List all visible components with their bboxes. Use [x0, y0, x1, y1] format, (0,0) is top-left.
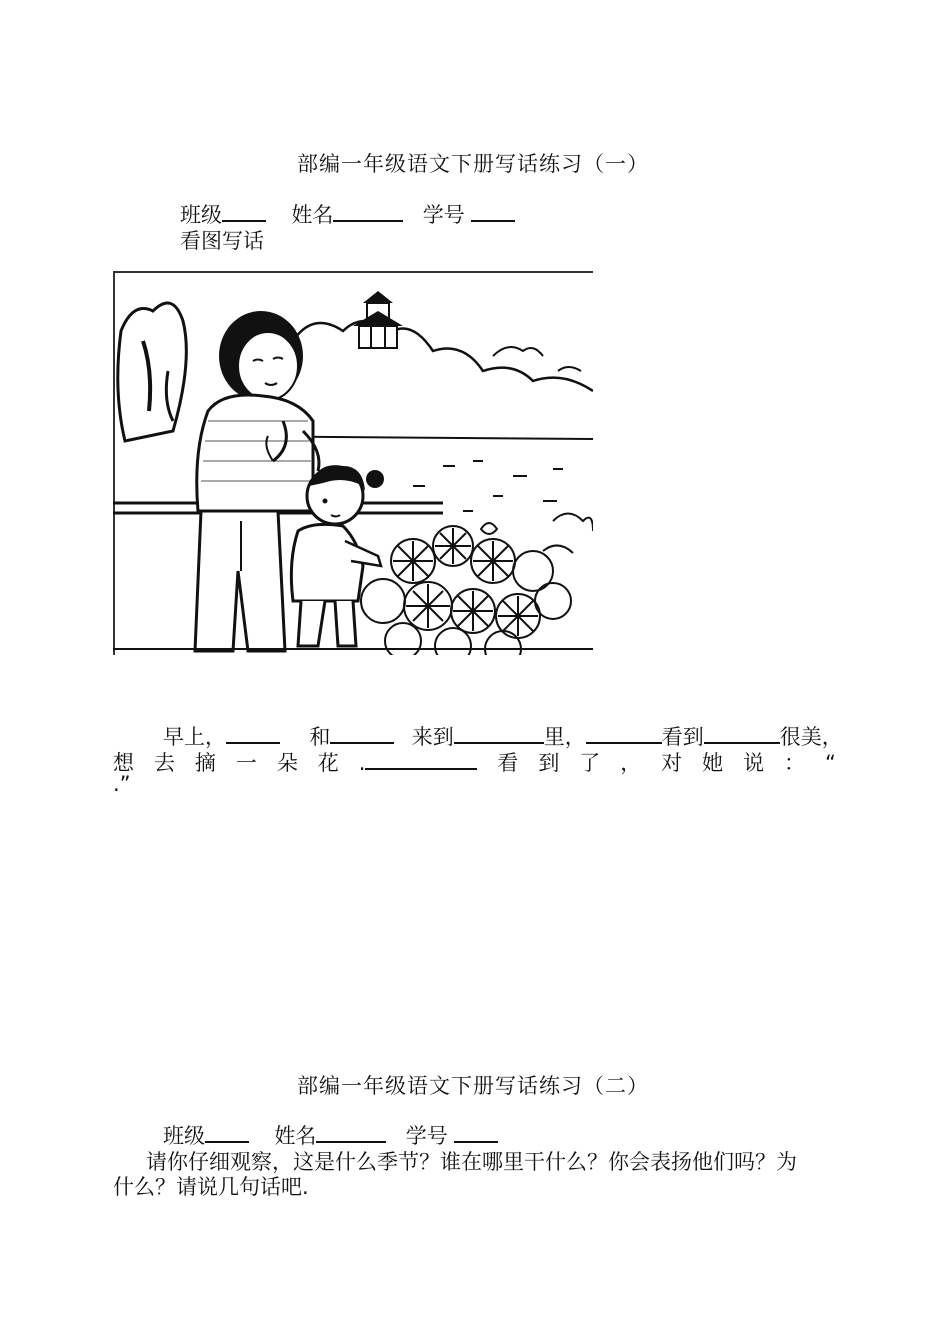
name-label: 姓名: [274, 1124, 317, 1148]
class-blank[interactable]: [205, 1123, 249, 1143]
blank-person1[interactable]: [226, 724, 280, 744]
char: 想: [113, 751, 134, 775]
class-label: 班级: [163, 1124, 205, 1148]
text-morning: 早上，: [163, 725, 226, 749]
char: 朵: [276, 751, 298, 775]
text-inside: 里，: [543, 725, 586, 749]
char: 去: [153, 751, 175, 775]
class-blank[interactable]: [222, 202, 266, 222]
task-label: 看图写话: [180, 229, 264, 253]
char: 花: [317, 751, 339, 775]
char: “: [824, 751, 836, 775]
exercise2-prompt-line1: 请你仔细观察，这是什么季节？谁在哪里干什么？你会表扬他们吗？为: [146, 1150, 797, 1174]
text-came-to: 来到: [411, 725, 454, 749]
char: ，: [620, 751, 642, 775]
name-blank[interactable]: [316, 1123, 386, 1143]
char: 对: [661, 751, 683, 775]
char: 了: [579, 751, 601, 775]
char: 摘: [194, 751, 216, 775]
blank-place[interactable]: [454, 724, 544, 744]
number-blank[interactable]: [471, 202, 515, 222]
blank-who-saw[interactable]: [586, 724, 662, 744]
number-label: 学号: [405, 1124, 448, 1148]
exercise1-sentence-line2: [113, 747, 836, 777]
illustration-drawing: [113, 271, 593, 655]
exercise1-title: 部编一年级语文下册写话练习（一）: [297, 152, 649, 176]
name-blank[interactable]: [333, 202, 403, 222]
illustration: [113, 271, 593, 655]
char: 一: [235, 751, 257, 775]
exercise1-sentence-line3: .”: [113, 772, 131, 796]
char: .: [358, 751, 366, 775]
char: ：: [784, 751, 806, 775]
text-and: 和: [309, 725, 331, 749]
char: 说: [743, 751, 765, 775]
char: 看: [497, 751, 519, 775]
name-label: 姓名: [291, 203, 334, 227]
text-saw: 看到: [661, 725, 704, 749]
char: 到: [538, 751, 560, 775]
blank-what[interactable]: [704, 724, 780, 744]
number-blank[interactable]: [454, 1123, 498, 1143]
blank-person2[interactable]: [330, 724, 394, 744]
number-label: 学号: [422, 203, 465, 227]
text-beautiful: 很美，: [779, 725, 843, 749]
exercise2-title: 部编一年级语文下册写话练习（二）: [297, 1074, 649, 1098]
class-label: 班级: [180, 203, 222, 227]
blank-who-saw-picking[interactable]: [365, 750, 477, 770]
exercise2-prompt-line2: 什么？请说几句话吧.: [113, 1175, 309, 1199]
char: 她: [702, 751, 724, 775]
